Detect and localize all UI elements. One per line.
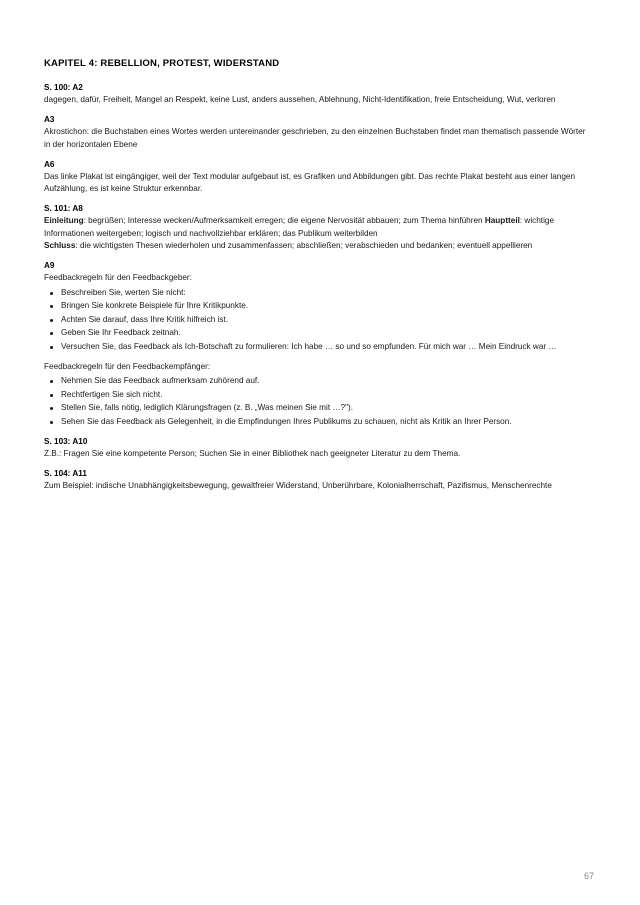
label-einleitung: Einleitung [44,216,84,226]
answer-block-a10 [44,437,594,460]
answer-block-a2 [44,83,594,106]
list-item: Beschreiben Sie, werten Sie nicht: [44,287,594,299]
feedback-receiver-list [44,375,594,428]
answer-heading: S. 101: A8 [44,204,83,214]
answer-text: Akrostichon: die Buchstaben eines Wortes werden untereinander geschrieben, zu den einzelnen Buchstaben findet man thematisch passende Wörter in der horizontalen Ebene [44,127,586,149]
list-item: Nehmen Sie das Feedback aufmerksam zuhörend auf. [44,375,594,387]
feedback-giver-list [44,287,594,353]
page-number: 67 [583,871,594,881]
list-item: Stellen Sie, falls nötig, lediglich Klärungsfragen (z. B. „Was meinen Sie mit …?"). [44,402,594,414]
answer-heading: S. 104: A11 [44,469,87,479]
list-item: Rechtfertigen Sie sich nicht. [44,389,594,401]
answer-text: Zum Beispiel: indische Unabhängigkeitsbewegung, gewaltfreier Widerstand, Unberührbare, Kolonialherrschaft, Pazifismus, Menschenrechte [44,481,552,491]
feedback-giver-intro: Feedbackregeln für den Feedbackgeber: [44,273,192,283]
page-title: KAPITEL 4: REBELLION, PROTEST, WIDERSTAND [44,58,280,69]
list-item: Geben Sie Ihr Feedback zeitnah. [44,327,594,339]
answer-heading: S. 103: A10 [44,437,88,447]
label-schluss: Schluss [44,241,76,251]
answer-heading: S. 100: A2 [44,83,83,92]
answer-block-a11 [44,469,594,492]
answer-text-schluss [44,240,594,252]
hauptteil-rest: : wichtige Informationen weitergeben; logisch und nachvollziehbar erklären; das Publikum weiterbilden [44,216,555,238]
answer-heading: A6 [44,159,55,169]
list-item: Bringen Sie konkrete Beispiele für Ihre Kritikpunkte. [44,300,594,312]
list-item: Achten Sie darauf, dass Ihre Kritik hilfreich ist. [44,314,594,326]
answer-block-a3 [44,115,594,151]
answer-block-a9 [44,261,594,428]
answer-text: Das linke Plakat ist eingängiger, weil der Text modular aufgebaut ist, es Grafiken und Abbildungen gibt. Das rechte Plakat besteht aus einer langen Aufzählung, es ist keine Struktur erkennbar. [44,171,575,194]
answer-text-einleitung [44,215,594,240]
einleitung-rest: : begrüßen; Interesse wecken/Aufmerksamkeit erregen; die eigene Nervosität abbauen; zum Thema hinführen [83,216,485,226]
answer-heading: A3 [44,115,55,125]
schluss-rest: : die wichtigsten Thesen wiederholen und zusammenfassen; abschließen; verabschieden und bedanken; eventuell appellieren [75,241,533,251]
spacer [44,354,594,361]
feedback-receiver-intro: Feedbackregeln für den Feedbackempfänger: [44,362,211,372]
answer-text: Z.B.: Fragen Sie eine kompetente Person; Suchen Sie in einer Bibliothek nach geeigneter Literatur zu dem Thema. [44,449,461,459]
label-hauptteil: Hauptteil [484,216,520,226]
list-item: Sehen Sie das Feedback als Gelegenheit, in die Empfindungen Ihres Publikums zu schauen, nicht als Kritik an Ihrer Person. [44,416,594,428]
answer-text: dagegen, dafür, Freiheit, Mangel an Respekt, keine Lust, anders aussehen, Ablehnung, Nicht-Identifikation, freie Entscheidung, Wut, verloren [44,95,556,104]
answer-block-a6 [44,160,594,196]
answer-block-a8 [44,204,594,252]
answer-heading: A9 [44,261,55,271]
list-item: Versuchen Sie, das Feedback als Ich-Botschaft zu formulieren: Ich habe … so und so empfunden. Für mich war … Mein Eindruck war … [44,341,594,353]
